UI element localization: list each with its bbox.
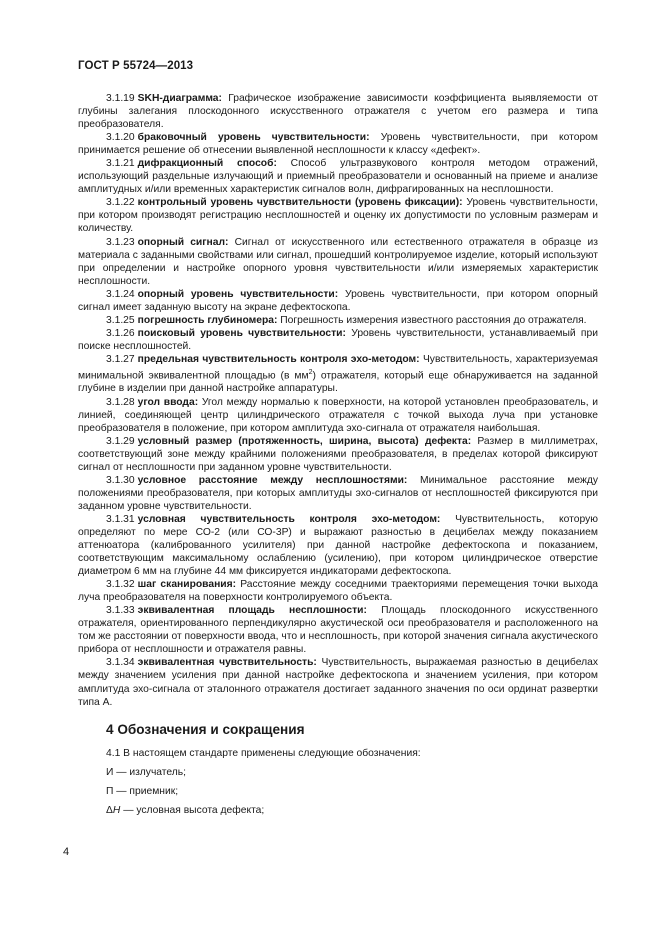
term-number: 3.1.24 [106,288,135,300]
term-text: Чувствительность, которую определяют по мере СО-2 (или СО-3Р) и выражают разностью в децибелах между показанием аттенюатора (калиброванного усилителя) при данной настройке дефектоскопа и показанием, соответствующим максимальному ослаблению (усилению), при котором цилиндрическое отверстие диаметром 6 мм на глубине 44 мм фиксируется индикаторами дефектоскопа. [78,513,598,578]
term-number: 3.1.20 [106,132,135,144]
term-number: 3.1.27 [106,353,135,365]
abbreviation-text: — условная высота дефекта; [120,804,265,816]
term-number: 3.1.19 [106,93,135,104]
term-name: погрешность глубиномера: [137,314,278,326]
abbreviation-text: — излучатель; [113,766,187,778]
term-name: эквивалентная площадь несплошности: [137,605,367,617]
term-number: 3.1.31 [106,513,135,525]
abbreviation-item [78,785,598,798]
term-text: Чувствительность, характеризуемая минимальной эквивалентной площадью (в мм [78,353,598,382]
term-number: 3.1.22 [106,197,135,209]
term-text: Уровень чувствительности, при котором опорный сигнал имеет заданную высоту на экране дефектоскопа. [78,288,598,313]
term-definition [78,131,598,157]
term-text: Уровень чувствительности, устанавливаемый при поиске несплошностей. [78,327,598,352]
term-text: ) отражателя, который еще обнаруживается на заданной глубине в изделии при данной настройке аппаратуры. [78,370,599,395]
term-definition [78,513,598,578]
term-definition [78,157,598,196]
term-name: предельная чувствительность контроля эхо-методом: [137,353,420,365]
abbreviation-text: — приемник; [113,785,179,797]
term-text: Минимальное расстояние между положениями преобразователя, при которых амплитуды эхо-сигналов от несплошностей фиксируются при заданном уровне чувствительности. [78,474,598,512]
document-body [78,92,598,823]
abbreviation-item [78,766,598,779]
term-text: Угол между нормалью к поверхности, на которой установлен преобразователь, и линией, соединяющей центр цилиндрического отражателя с точкой выхода луча при установке преобразователя в положение, при котором амплитуда эхо-сигнала от отражателя наибольшая. [78,396,599,434]
term-number: 3.1.28 [106,396,135,408]
term-number: 3.1.21 [106,158,135,170]
term-name: эквивалентная чувствительность: [137,657,317,669]
abbreviation-symbol-italic: H [112,804,121,816]
term-text: Расстояние между соседними траекториями перемещения точки выхода луча преобразователя на поверхности контролируемого объекта. [78,579,598,604]
term-definition [78,288,598,314]
term-text: Графическое изображение зависимости коэффициента выявляемости от глубины залегания плоскодонного искусственного отражателя с учетом его размера и типа преобразователя. [78,93,598,131]
term-number: 3.1.32 [106,579,135,591]
term-name: условный размер (протяженность, ширина, высота) дефекта: [137,435,472,447]
term-text: Уровень чувствительности, при котором производят регистрацию несплошностей и оценку их допустимости по условным размерам и количеству. [78,197,598,235]
term-definition [78,435,598,474]
term-number: 3.1.25 [106,314,135,326]
term-definition [78,396,598,435]
term-name: условное расстояние между несплошностями: [137,474,408,486]
section-heading: 4 Обозначения и сокращения [106,721,305,737]
term-number: 3.1.29 [106,435,135,447]
term-definition [78,327,598,353]
term-definition [78,604,598,656]
term-name: контрольный уровень чувствительности (уровень фиксации): [137,197,463,209]
term-number: 3.1.34 [106,657,135,669]
term-text: Чувствительность, выражаемая разностью в децибелах между значением усиления при данной настройке дефектоскопа и значением усиления, при котором амплитуда эхо-сигнала от эталонного отражателя достигает заданного значения по оси ординат развертки типа А. [78,657,598,708]
term-name: поисковый уровень чувствительности: [137,327,346,339]
term-number: 3.1.30 [106,474,135,486]
term-definition [78,314,598,327]
term-name: SKH-диаграмма: [137,93,222,104]
abbreviation-symbol: П [106,785,114,797]
term-definition [78,353,598,396]
term-number: 3.1.33 [106,605,135,617]
term-text: Способ ультразвукового контроля методом отражений, использующий раздельные излучающий и приемный преобразователи и основанный на приеме и анализе амплитудных и/или временных характеристик сигналов волн, дифрагированных на несплошности. [78,158,599,196]
term-text: Площадь плоскодонного искусственного отражателя, ориентированного перпендикулярно акустической оси преобразователя и расположенного на том же расстоянии от поверхности ввода, что и несплошность, при которой значения сигнала акустического прибора от несплошности и отражателя равны. [78,605,598,656]
term-definition [78,656,598,708]
term-text: Сигнал от искусственного или естественного отражателя в образце из материала с заданными свойствами или сигнал, прошедший контролируемое изделие, который используют при определении и настройке опорного уровня чувствительности и/или измеряемых характеристик несплошности. [78,236,598,287]
term-definition [78,578,598,604]
term-definition [78,92,598,131]
term-text: Размер в миллиметрах, соответствующий зоне между крайними положениями преобразователя, в пределах которой фиксируют сигнал от несплошности при заданном уровне чувствительности. [78,435,598,473]
term-name: условная чувствительность контроля эхо-методом: [137,513,441,525]
page-number: 4 [63,846,70,858]
term-text: Уровень чувствительности, при котором принимается решение об отнесении выявленной несплошности к классу «дефект». [78,132,598,157]
term-name: дифракционный способ: [137,158,277,170]
abbreviation-symbol: Δ [106,804,113,816]
term-name: браковочный уровень чувствительности: [137,132,370,144]
term-name: угол ввода: [137,396,199,408]
document-header: ГОСТ Р 55724—2013 [78,60,194,72]
term-text: Погрешность измерения известного расстояния до отражателя. [280,314,587,326]
abbreviations-list [78,766,598,817]
term-definition [78,474,598,513]
term-name: опорный сигнал: [137,236,229,248]
term-definition [78,196,598,235]
abbreviation-symbol: И [106,766,114,778]
abbreviation-item [78,804,598,817]
term-number: 3.1.23 [106,236,135,248]
term-definition [78,236,598,288]
term-number: 3.1.26 [106,327,135,339]
term-name: шаг сканирования: [137,579,237,591]
superscript: 2 [308,368,313,376]
terms-list [78,92,598,709]
term-name: опорный уровень чувствительности: [137,288,339,300]
section-intro: 4.1 В настоящем стандарте применены следующие обозначения: [106,747,421,759]
